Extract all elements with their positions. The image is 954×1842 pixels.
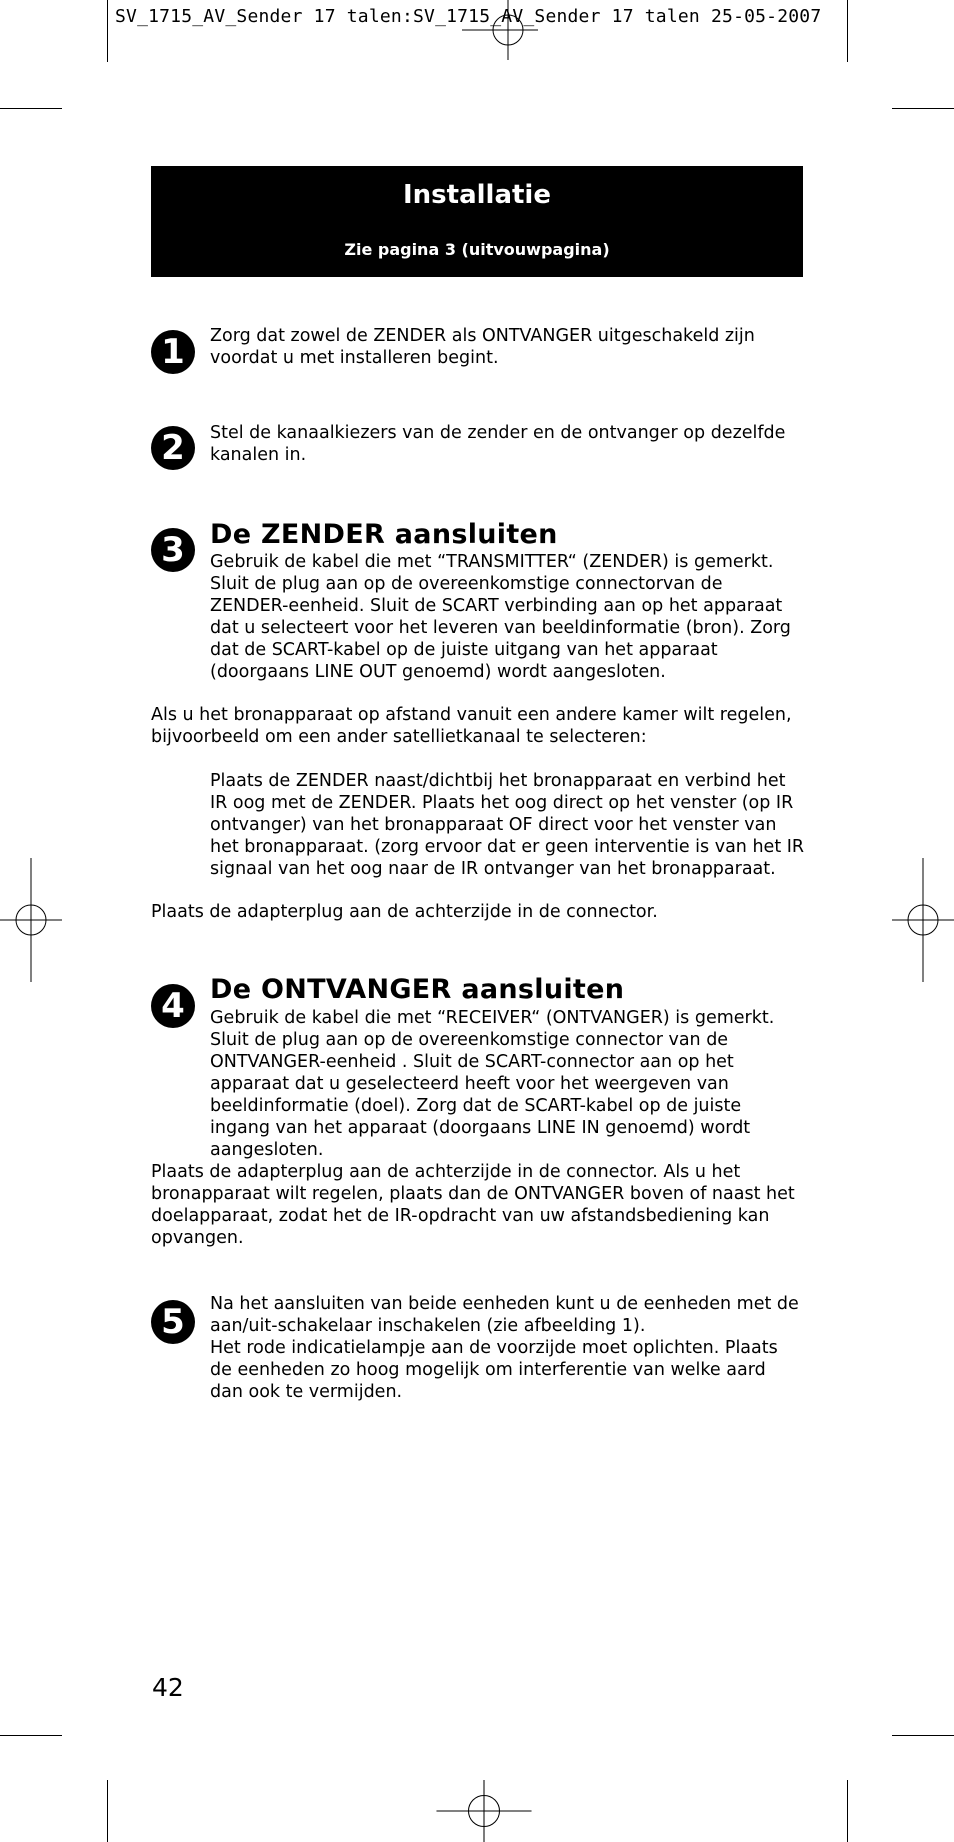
step-1-text: Zorg dat zowel de ZENDER als ONTVANGER uitgeschakeld zijn voordat u met installeren begint. bbox=[210, 326, 755, 368]
step-3-indented-paragraph: Plaats de ZENDER naast/dichtbij het bronapparaat en verbind het IR oog met de ZENDER. Plaats het oog direct op het venster (op IR ontvanger) van het bronapparaat OF direct voor het venster van het bronapparaat. (zorg ervoor dat er geen interventie is van het IR signaal van het oog naar de IR ontvanger van het bronapparaat. bbox=[210, 771, 805, 879]
crop-mark-bottom-right-vertical bbox=[847, 1780, 848, 1842]
page-title: Installatie bbox=[403, 180, 551, 210]
registration-mark-left bbox=[0, 858, 62, 982]
page-subtitle: Zie pagina 3 (uitvouwpagina) bbox=[344, 240, 610, 259]
step-4-adapter-paragraph: Plaats de adapterplug aan de achterzijde in de connector. Als u het bronapparaat wilt regelen, plaats dan de ONTVANGER boven of naast het doelapparaat, zodat het de IR-opdracht van uw afstandsbediening kan opvangen. bbox=[151, 1162, 795, 1248]
step-number-1: 1 bbox=[151, 330, 195, 374]
registration-mark-top bbox=[446, 0, 538, 60]
step-number-2: 2 bbox=[151, 426, 195, 470]
step-5-text-line2: Het rode indicatielampje aan de voorzijde moet oplichten. Plaats de eenheden zo hoog mogelijk om interferentie van welke aard dan ook te vermijden. bbox=[210, 1338, 778, 1402]
crop-mark-bottom-left-horizontal bbox=[0, 1735, 62, 1736]
crop-mark-top-left-vertical bbox=[107, 0, 108, 62]
printer-slug-line: SV_1715_AV_Sender 17 talen:SV_1715_AV_Sender 17 talen 25-05-2007 bbox=[115, 6, 822, 27]
step-5-text-line1: Na het aansluiten van beide eenheden kunt u de eenheden met de aan/uit-schakelaar inschakelen (zie afbeelding 1). bbox=[210, 1294, 799, 1336]
step-3-text: Gebruik de kabel die met “TRANSMITTER“ (ZENDER) is gemerkt. Sluit de plug aan op de overeenkomstige connectorvan de ZENDER-eenheid. Sluit de SCART verbinding aan op het apparaat dat u selecteert voor het leveren van beeldinformatie (bron). Zorg dat de SCART-kabel op de juiste uitgang van het apparaat (doorgaans LINE OUT genoemd) wordt aangesloten. bbox=[210, 552, 791, 682]
crop-mark-top-left-horizontal bbox=[0, 108, 62, 109]
crop-mark-bottom-left-vertical bbox=[107, 1780, 108, 1842]
step-number-3: 3 bbox=[151, 528, 195, 572]
step-3-remote-paragraph: Als u het bronapparaat op afstand vanuit een andere kamer wilt regelen, bijvoorbeeld om een ander satellietkanaal te selecteren: bbox=[151, 705, 792, 747]
step-number-5: 5 bbox=[151, 1300, 195, 1344]
step-4-text: Gebruik de kabel die met “RECEIVER“ (ONTVANGER) is gemerkt. Sluit de plug aan op de overeenkomstige connector van de ONTVANGER-eenheid . Sluit de SCART-connector aan op het apparaat dat u geselecteerd heeft voor het weergeven van beeldinformatie (doel). Zorg dat de SCART-kabel op de juiste ingang van het apparaat (doorgaans LINE IN genoemd) wordt aangesloten. bbox=[210, 1008, 775, 1160]
registration-mark-right bbox=[892, 858, 954, 982]
section-title-zender: De ZENDER aansluiten bbox=[210, 519, 558, 550]
crop-mark-bottom-right-horizontal bbox=[892, 1735, 954, 1736]
step-number-4: 4 bbox=[151, 984, 195, 1028]
step-3-adapter-paragraph: Plaats de adapterplug aan de achterzijde in de connector. bbox=[151, 902, 658, 922]
section-header bbox=[151, 166, 803, 277]
step-2-text: Stel de kanaalkiezers van de zender en de ontvanger op dezelfde kanalen in. bbox=[210, 423, 786, 465]
crop-mark-top-right-horizontal bbox=[892, 108, 954, 109]
page-number: 42 bbox=[152, 1673, 184, 1702]
crop-mark-top-right-vertical bbox=[847, 0, 848, 62]
section-title-ontvanger: De ONTVANGER aansluiten bbox=[210, 974, 625, 1005]
registration-mark-bottom bbox=[430, 1780, 538, 1842]
